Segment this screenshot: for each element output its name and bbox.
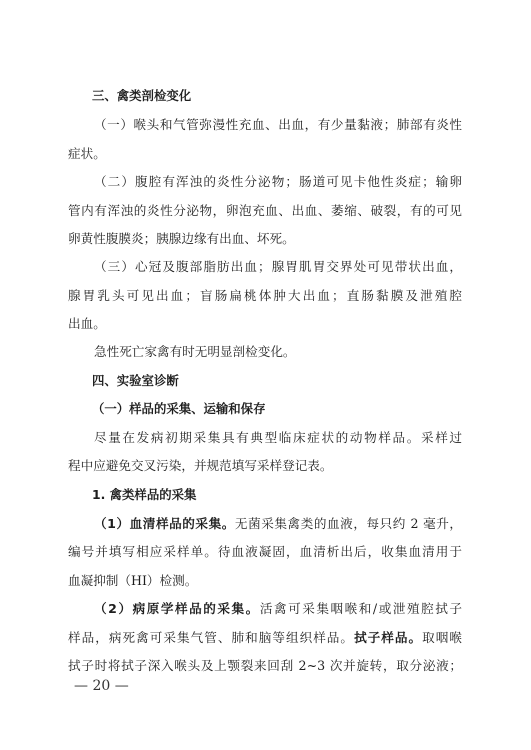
paragraph-line: 出血。: [68, 316, 106, 331]
paragraph-line: （三）心冠及腹部脂肪出血；腺胃肌胃交界处可见带状出血，: [94, 259, 462, 274]
paragraph-line: （二）腹腔有浑浊的炎性分泌物；肠道可见卡他性炎症；输卵: [94, 174, 462, 189]
paragraph-line: 拭子时将拭子深入喉头及上颚裂来回刮 2~3 次并旋转，取分泌液；: [68, 658, 462, 673]
paragraph-line: 腺胃乳头可见出血；盲肠扁桃体肿大出血；直肠黏膜及泄殖腔: [68, 288, 462, 303]
paragraph-line: 症状。: [68, 146, 106, 161]
section-heading: 三、禽类剖检变化: [92, 88, 192, 103]
paragraph-line: 血凝抑制（HI）检测。: [68, 573, 198, 588]
paragraph-line: 尽量在发病初期采集具有典型临床症状的动物样品。采样过: [94, 430, 462, 445]
paragraph-line: 编号并填写相应采样单。待血液凝固，血清析出后，收集血清用于: [68, 544, 462, 559]
run-in-heading: （1）血清样品的采集。: [94, 516, 235, 531]
paragraph-line: 管内有浑浊的炎性分泌物，卵泡充血、出血、萎缩、破裂，有的可见: [68, 203, 462, 218]
paragraph-line: 卵黄性腹膜炎；胰腺边缘有出血、坏死。: [68, 231, 295, 246]
paragraph-line: 急性死亡家禽有时无明显剖检变化。: [94, 344, 296, 359]
section-heading: 四、实验室诊断: [92, 373, 179, 388]
inline-text: 无菌采集禽类的血液，每只约 2 毫升，: [234, 516, 462, 531]
paragraph-line: 程中应避免交叉污染，并规范填写采样登记表。: [68, 458, 333, 473]
run-in-heading: （2）病原学样品的采集。: [94, 601, 260, 616]
paragraph-line: [68, 628, 462, 648]
page-number: — 20 —: [74, 678, 129, 694]
paragraph-line: [94, 599, 462, 619]
paragraph-line: （一）喉头和气管弥漫性充血、出血，有少量黏液；肺部有炎性: [94, 117, 462, 132]
inline-text: 取咽喉: [422, 630, 462, 645]
item-heading: 1. 禽类样品的采集: [92, 487, 197, 502]
subsection-heading: （一）样品的采集、运输和保存: [92, 401, 266, 416]
run-in-heading: 拭子样品。: [354, 630, 423, 645]
inline-text: 活禽可采集咽喉和/或泄殖腔拭子: [259, 601, 462, 616]
inline-text: 样品，病死禽可采集气管、肺和脑等组织样品。: [68, 630, 355, 645]
paragraph-line: [94, 514, 462, 534]
